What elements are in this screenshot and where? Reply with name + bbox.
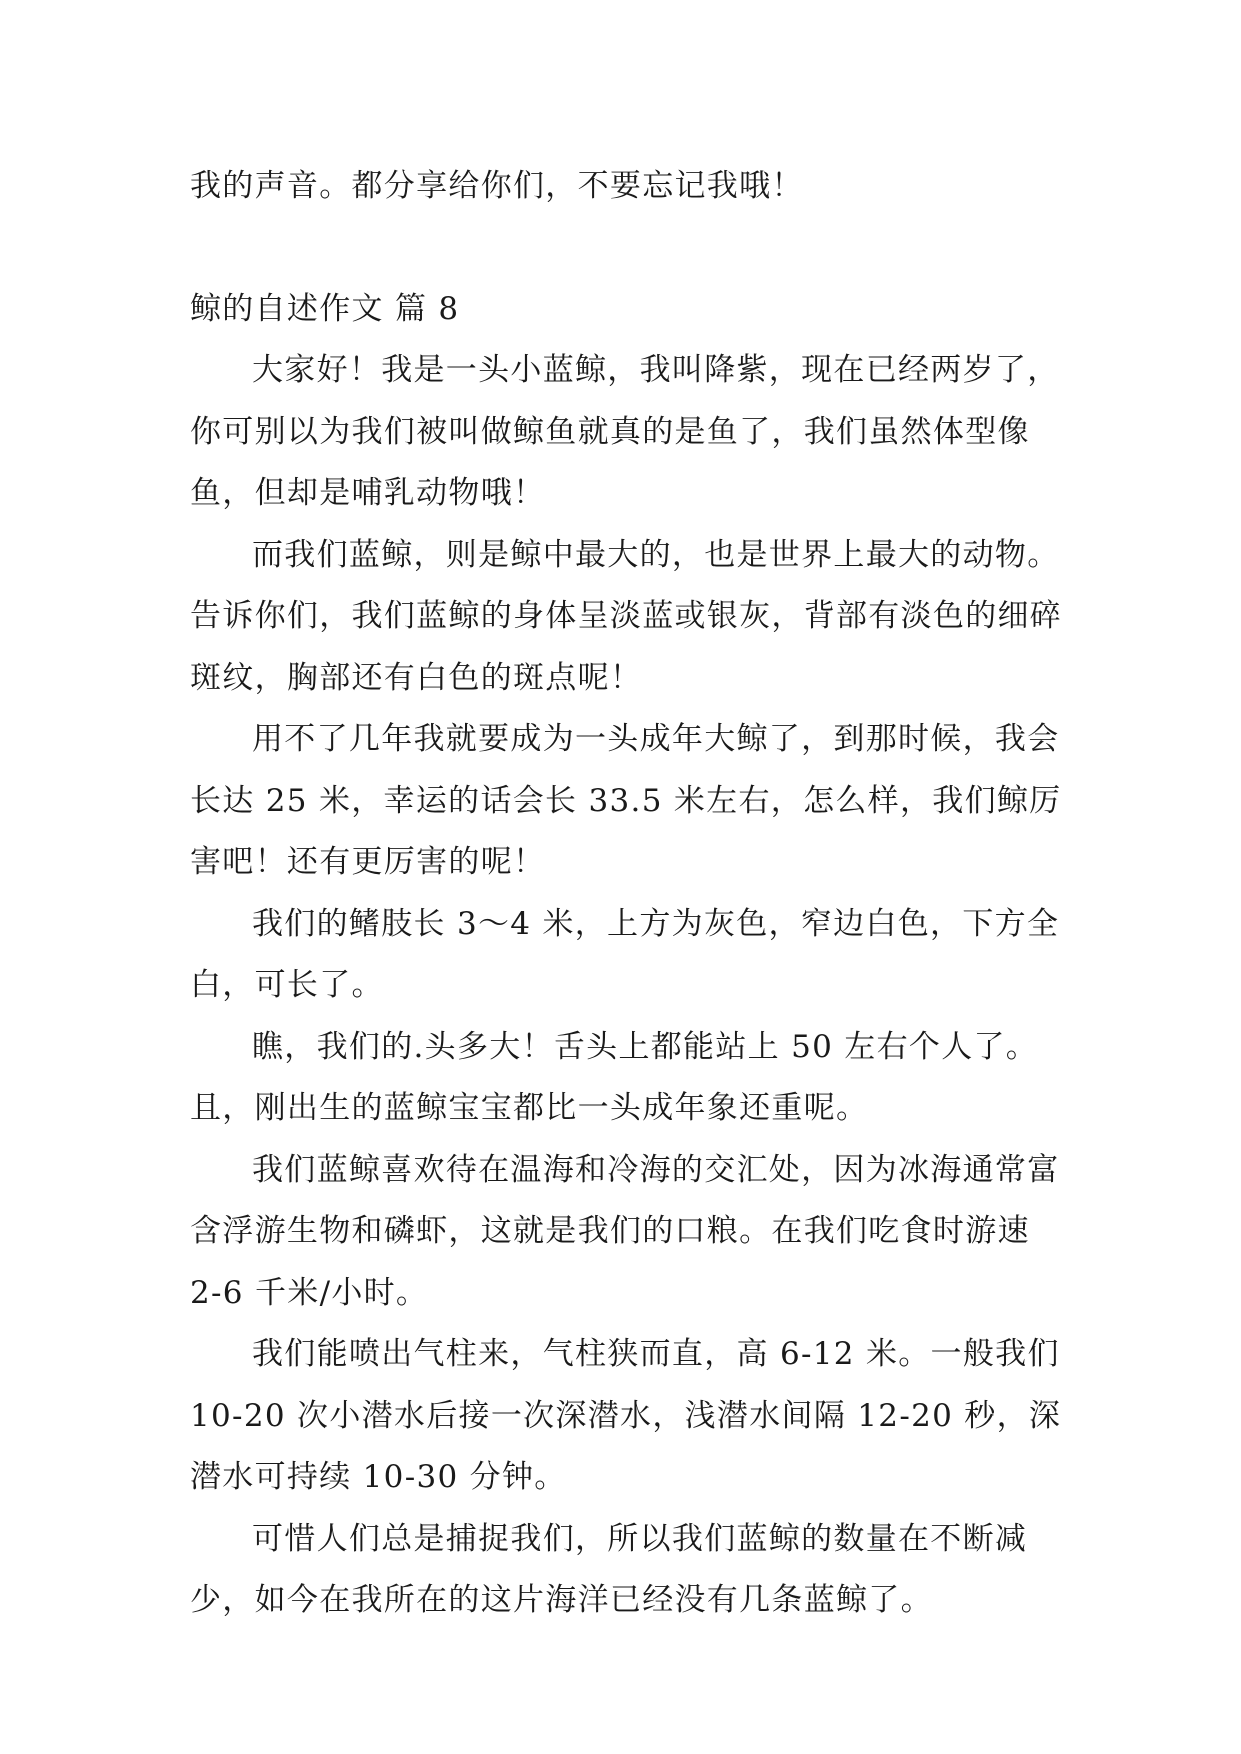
paragraph-4: 我们的鳍肢长 3～4 米，上方为灰色，窄边白色，下方全白，可长了。 — [190, 905, 1060, 1003]
paragraph-8: 可惜人们总是捕捉我们，所以我们蓝鲸的数量在不断减少，如今在我所在的这片海洋已经没有几条蓝鲸了。 — [190, 1520, 1028, 1618]
section-title: 鲸的自述作文 篇 8 — [190, 290, 460, 327]
paragraph-1: 大家好！我是一头小蓝鲸，我叫降紫，现在已经两岁了，你可别以为我们被叫做鲸鱼就真的是鱼了，我们虽然体型像鱼，但却是哺乳动物哦！ — [190, 352, 1060, 511]
paragraph-5: 瞧，我们的.头多大！舌头上都能站上 50 左右个人了。且，刚出生的蓝鲸宝宝都比一头成年象还重呢。 — [190, 1028, 1039, 1126]
paragraph-3: 用不了几年我就要成为一头成年大鲸了，到那时候，我会长达 25 米，幸运的话会长 33.5 米左右，怎么样，我们鲸厉害吧！还有更厉害的呢！ — [190, 721, 1062, 880]
page-body — [190, 156, 1070, 1632]
paragraph-7: 我们能喷出气柱来，气柱狭而直，高 6-12 米。一般我们 10-20 次小潜水后接一次深潜水，浅潜水间隔 12-20 秒，深潜水可持续 10-30 分钟。 — [190, 1336, 1062, 1495]
paragraph-6: 我们蓝鲸喜欢待在温海和冷海的交汇处，因为冰海通常富含浮游生物和磷虾，这就是我们的口粮。在我们吃食时游速 2-6 千米/小时。 — [190, 1151, 1060, 1311]
continuation-line: 我的声音。都分享给你们，不要忘记我哦！ — [190, 168, 804, 204]
paragraph-2: 而我们蓝鲸，则是鲸中最大的，也是世界上最大的动物。告诉你们，我们蓝鲸的身体呈淡蓝或银灰，背部有淡色的细碎斑纹，胸部还有白色的斑点呢！ — [190, 536, 1063, 696]
